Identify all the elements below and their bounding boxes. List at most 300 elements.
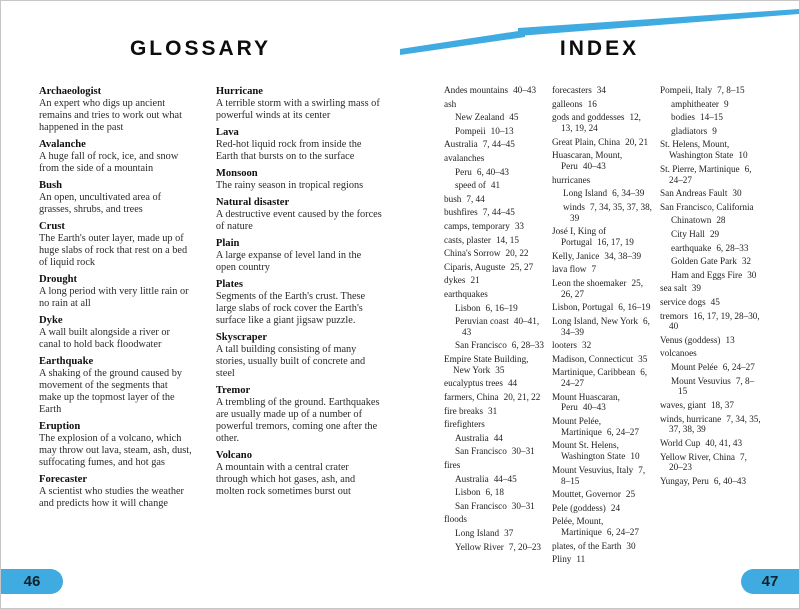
index-page-refs: 7, 20–23 xyxy=(508,541,541,552)
index-term: San Francisco xyxy=(455,340,507,351)
glossary-entry xyxy=(216,385,382,445)
index-term: gladiators xyxy=(671,125,708,136)
index-entry xyxy=(552,99,653,110)
index-page-refs: 45 xyxy=(509,112,519,123)
index-column-3 xyxy=(660,85,761,568)
index-entry xyxy=(552,251,653,262)
index-term: speed of xyxy=(455,180,486,191)
index-entry xyxy=(552,541,653,552)
index-term: tremors xyxy=(660,310,689,321)
glossary-definition: An expert who digs up ancient remains and tries to work out what happened in the past xyxy=(39,98,182,133)
index-column-2 xyxy=(552,85,653,568)
index-page-refs: 7, 20–23 xyxy=(669,451,747,473)
index-term: Martinique, Caribbean xyxy=(552,367,636,378)
glossary-term: Plates xyxy=(215,279,243,290)
index-page-refs: 40–43 xyxy=(582,402,606,413)
index-term: eucalyptus trees xyxy=(444,378,503,389)
glossary-definition: A mountain with a central crater through which hot gases, ash, and molten rock sometimes burst out xyxy=(215,462,356,497)
glossary-entry xyxy=(216,279,382,327)
index-page-refs: 6, 16–19 xyxy=(485,302,518,313)
index-term: San Andreas Fault xyxy=(660,188,728,199)
index-entry xyxy=(552,416,653,438)
index-entry xyxy=(552,354,653,365)
index-term: service dogs xyxy=(660,296,706,307)
index-term: winds xyxy=(563,201,585,212)
index-term: Australia xyxy=(455,473,489,484)
index-term: Mount St. Helens, Washington State xyxy=(552,440,626,462)
glossary-entry xyxy=(39,180,192,216)
index-entry xyxy=(444,262,545,273)
index-entry xyxy=(660,188,761,199)
glossary-definition: Segments of the Earth's crust. These large slabs of rock cover the Earth's surface like a giant jigsaw puzzle. xyxy=(215,291,366,326)
index-entry xyxy=(444,275,545,286)
index-term: Pele (goddess) xyxy=(552,502,606,513)
index-term: Yellow River xyxy=(455,541,504,552)
index-term: floods xyxy=(444,514,467,525)
index-page-refs: 6, 28–33 xyxy=(716,242,749,253)
glossary-entry xyxy=(39,221,192,269)
index-page-refs: 6, 40–43 xyxy=(476,166,509,177)
index-subentry xyxy=(671,99,761,110)
glossary-definition: A shaking of the ground caused by movement of the segments that make up the topmost layer of the Earth xyxy=(39,368,182,415)
index-entry xyxy=(660,452,761,474)
index-page-refs: 31 xyxy=(488,405,498,416)
index-term: Lisbon, Portugal xyxy=(552,302,614,313)
index-page-refs: 25, 27 xyxy=(510,261,534,272)
index-term: Australia xyxy=(444,139,478,150)
index-entry xyxy=(552,440,653,462)
index-entry xyxy=(552,85,653,96)
index-page-refs: 30–31 xyxy=(511,500,535,511)
index-page-refs: 16, 17, 19, 28–30, 40 xyxy=(669,310,760,332)
index-page-refs: 9 xyxy=(723,98,729,109)
glossary-entry xyxy=(39,421,192,469)
index-term: plates, of the Earth xyxy=(552,540,622,551)
index-entry xyxy=(444,99,545,110)
index-entry xyxy=(660,438,761,449)
index-page-refs: 25 xyxy=(625,489,636,500)
index-entry xyxy=(660,348,761,359)
index-page-refs: 7, 34, 35, 37, 38, 39 xyxy=(570,201,652,223)
index-column-1 xyxy=(444,85,545,568)
index-term: farmers, China xyxy=(444,392,499,403)
index-page-refs: 40–43 xyxy=(513,85,537,95)
index-entry xyxy=(552,264,653,275)
index-subentry xyxy=(455,167,545,178)
index-page-refs: 6, 24–27 xyxy=(669,163,752,185)
index-page-refs: 10–13 xyxy=(490,125,514,136)
index-term: Mount Pelée, Martinique xyxy=(552,416,602,437)
index-term: sea salt xyxy=(660,283,687,294)
index-entry xyxy=(552,503,653,514)
index-subentry xyxy=(455,528,545,539)
index-page-refs: 45 xyxy=(710,296,720,307)
glossary-term: Avalanche xyxy=(39,139,86,150)
index-entry xyxy=(444,153,545,164)
glossary-page xyxy=(1,1,400,608)
glossary-definition: A huge fall of rock, ice, and snow from the side of a mountain xyxy=(39,151,179,174)
index-term: Mount Vesuvius xyxy=(671,375,731,386)
index-term: Pompeii, Italy xyxy=(660,85,713,95)
glossary-entry xyxy=(216,332,382,380)
index-subentry xyxy=(671,376,761,398)
index-term: Lisbon xyxy=(455,487,481,498)
index-page-refs: 20, 21, 22 xyxy=(503,392,541,403)
index-entry xyxy=(444,460,545,471)
index-page-refs: 37 xyxy=(504,528,514,538)
glossary-entry xyxy=(216,450,382,498)
index-subentry xyxy=(455,180,545,191)
index-term: amphitheater xyxy=(671,98,719,109)
index-page-refs: 16, 17, 19 xyxy=(597,236,634,247)
index-subentry xyxy=(455,474,545,485)
glossary-entry xyxy=(39,86,192,134)
glossary-definition: A long period with very little rain or no rain at all xyxy=(39,286,189,309)
index-term: Lisbon xyxy=(455,302,481,313)
glossary-definition: A wall built alongside a river or canal to hold back floodwater xyxy=(39,327,170,350)
index-entry xyxy=(444,248,545,259)
index-page-refs: 28 xyxy=(716,215,726,226)
index-entry xyxy=(444,194,545,205)
index-page-refs: 34 xyxy=(596,85,606,95)
index-entry xyxy=(660,400,761,411)
index-page-refs: 16 xyxy=(587,98,597,109)
index-page-refs: 6, 24–27 xyxy=(561,367,648,389)
index-page-refs: 35 xyxy=(638,353,648,364)
index-term: Mount Vesuvius, Italy xyxy=(552,464,634,475)
index-term: Peru xyxy=(455,166,472,177)
index-page-refs: 44–45 xyxy=(493,473,517,484)
index-page-refs: 6, 34–39 xyxy=(612,188,645,199)
index-entry xyxy=(660,311,761,333)
index-term: Mount Huascaran, Peru xyxy=(552,391,620,413)
index-page-refs: 6, 40–43 xyxy=(713,476,747,487)
index-subentry xyxy=(563,188,653,199)
index-page-refs: 6, 24–27 xyxy=(722,362,755,373)
glossary-entry xyxy=(216,238,382,274)
index-page-refs: 39 xyxy=(691,283,701,294)
index-page-refs: 7, 44–45 xyxy=(482,207,515,218)
index-term: winds, hurricane xyxy=(660,413,722,424)
glossary-term: Forecaster xyxy=(39,474,88,485)
glossary-term: Dyke xyxy=(39,315,63,326)
index-term: Australia xyxy=(455,432,489,443)
index-subentry xyxy=(455,501,545,512)
index-page-refs: 6, 16–19 xyxy=(618,302,651,313)
swoosh-segment-right xyxy=(518,9,799,36)
glossary-term: Tremor xyxy=(215,385,251,396)
glossary-column-1 xyxy=(39,86,192,515)
index-entry xyxy=(444,85,545,96)
index-term: Pliny xyxy=(552,554,572,565)
index-page-refs: 12, 13, 19, 24 xyxy=(561,112,641,133)
index-subentry xyxy=(671,256,761,267)
index-page-refs: 6, 24–27 xyxy=(606,527,639,538)
index-page-refs: 33 xyxy=(514,220,525,231)
index-term: fires xyxy=(444,460,461,471)
index-page-refs: 7, 8–15 xyxy=(561,464,646,486)
index-entry xyxy=(552,367,653,389)
glossary-entry xyxy=(39,356,192,416)
index-term: Kelly, Janice xyxy=(552,250,600,261)
glossary-definition: The explosion of a volcano, which may throw out lava, steam, ash, dust, suffocating fumes, and hot gas xyxy=(39,433,192,468)
index-subentry xyxy=(671,126,761,137)
index-term: casts, plaster xyxy=(444,234,491,245)
index-page-refs: 29 xyxy=(709,228,720,239)
index-page-refs: 32 xyxy=(582,340,592,351)
page-number: 47 xyxy=(761,573,779,590)
index-term: San Francisco, California xyxy=(660,201,754,212)
index-entry xyxy=(660,164,761,186)
index-subentry xyxy=(671,215,761,226)
index-term: Ham and Eggs Fire xyxy=(671,269,743,280)
index-page-refs: 30–31 xyxy=(511,446,535,457)
index-term: Long Island xyxy=(455,528,500,538)
index-entry xyxy=(444,378,545,389)
index-page-refs: 9 xyxy=(712,125,717,136)
index-entry xyxy=(660,283,761,294)
index-term: lava flow xyxy=(552,264,587,275)
index-term: Yungay, Peru xyxy=(660,476,709,487)
index-page-refs: 44 xyxy=(493,432,503,443)
index-page-refs: 14–15 xyxy=(700,112,723,123)
index-subentry xyxy=(563,202,653,224)
index-page-refs: 14, 15 xyxy=(495,234,519,245)
index-term: earthquake xyxy=(671,242,712,253)
index-entry xyxy=(552,392,653,414)
glossary-definition: Red-hot liquid rock from inside the Earth that bursts on to the surface xyxy=(215,139,362,162)
index-page-refs: 32 xyxy=(741,256,752,267)
index-page-refs: 41 xyxy=(490,180,501,191)
index-term: bodies xyxy=(671,112,695,123)
glossary-definition: An open, uncultivated area of grasses, shrubs, and trees xyxy=(39,192,162,215)
index-term: bushfires xyxy=(444,207,478,218)
page-number: 46 xyxy=(23,573,41,590)
index-page-refs: 6, 24–27 xyxy=(606,426,639,437)
index-subentry xyxy=(455,542,545,553)
glossary-definition: A trembling of the ground. Earthquakes are usually made up of a number of powerful tremors, coming one after the other. xyxy=(215,397,380,444)
glossary-columns xyxy=(39,86,382,515)
index-term: San Francisco xyxy=(455,446,507,457)
index-term: Mouttet, Governor xyxy=(552,489,621,500)
index-term: Great Plain, China xyxy=(552,136,621,147)
index-term: Venus (goddess) xyxy=(660,334,721,345)
glossary-term: Monsoon xyxy=(215,168,258,179)
index-entry xyxy=(660,202,761,213)
index-entry xyxy=(552,175,653,186)
index-subentry xyxy=(671,112,761,123)
index-term: New Zealand xyxy=(455,112,505,123)
index-term: Mount Pelée xyxy=(671,362,718,373)
index-term: gods and goddesses xyxy=(552,112,625,123)
index-entry xyxy=(552,150,653,172)
index-entry xyxy=(444,139,545,150)
index-subentry xyxy=(455,316,545,338)
index-term: earthquakes xyxy=(444,288,488,299)
index-term: galleons xyxy=(552,98,583,109)
glossary-entry xyxy=(39,474,192,510)
index-entry xyxy=(552,465,653,487)
index-page-refs: 10 xyxy=(630,451,640,462)
glossary-term: Drought xyxy=(39,274,78,285)
index-page-refs: 7, 8–15 xyxy=(678,375,755,397)
index-term: China's Sorrow xyxy=(444,248,501,259)
index-entry xyxy=(552,278,653,300)
index-subentry xyxy=(455,126,545,137)
index-page-refs: 34, 38–39 xyxy=(604,250,642,261)
glossary-entry xyxy=(216,86,382,122)
glossary-term: Hurricane xyxy=(215,86,263,97)
index-page-refs: 7, 8–15 xyxy=(717,85,745,95)
index-entry xyxy=(660,85,761,96)
index-subentry xyxy=(455,433,545,444)
glossary-entry xyxy=(39,315,192,351)
index-term: forecasters xyxy=(552,85,592,95)
index-entry xyxy=(552,316,653,338)
glossary-definition: A terrible storm with a swirling mass of powerful winds at its center xyxy=(215,98,380,121)
index-entry xyxy=(552,226,653,248)
glossary-definition: A destructive event caused by the forces of nature xyxy=(215,209,382,232)
index-term: hurricanes xyxy=(552,174,591,185)
index-entry xyxy=(444,235,545,246)
index-term: avalanches xyxy=(444,152,485,163)
index-page-refs: 20, 22 xyxy=(505,248,529,259)
index-term: City Hall xyxy=(671,228,705,239)
index-term: Empire State Building, New York xyxy=(444,354,529,375)
index-page xyxy=(400,1,799,608)
index-entry xyxy=(552,489,653,500)
index-entry xyxy=(444,354,545,376)
index-title: INDEX xyxy=(559,37,640,60)
glossary-definition: A tall building consisting of many stories, usually built of concrete and steel xyxy=(215,344,366,379)
index-subentry xyxy=(455,112,545,123)
index-page-refs: 7, 44–45 xyxy=(482,139,515,150)
index-term: World Cup xyxy=(660,438,701,449)
index-page-refs: 6, 34–39 xyxy=(561,315,650,337)
index-subentry xyxy=(455,487,545,498)
index-term: Long Island xyxy=(563,188,608,199)
index-entry xyxy=(444,207,545,218)
index-term: waves, giant xyxy=(660,400,706,411)
glossary-definition: The rainy season in tropical regions xyxy=(215,180,364,191)
index-term: ash xyxy=(444,98,457,109)
index-term: Peruvian coast xyxy=(455,316,509,327)
index-entry xyxy=(660,414,761,436)
index-term: Leon the shoemaker xyxy=(552,277,627,288)
index-term: bush xyxy=(444,193,462,204)
glossary-entry xyxy=(216,197,382,233)
index-entry xyxy=(444,419,545,430)
index-term: Ciparis, Auguste xyxy=(444,261,506,272)
index-term: St. Helens, Mount, Washington State xyxy=(660,139,734,161)
index-term: Golden Gate Park xyxy=(671,256,737,267)
index-entry xyxy=(552,340,653,351)
index-page-refs: 40–43 xyxy=(582,160,606,171)
index-entry xyxy=(552,554,653,565)
page-number-badge-right xyxy=(741,569,799,594)
index-term: dykes xyxy=(444,275,466,286)
index-page-refs: 13 xyxy=(725,334,735,345)
glossary-definition: A large expanse of level land in the open country xyxy=(215,250,362,273)
index-page-refs: 30 xyxy=(747,269,757,280)
index-subentry xyxy=(455,303,545,314)
index-term: volcanoes xyxy=(660,348,697,359)
index-subentry xyxy=(455,340,545,351)
index-page-refs: 24 xyxy=(610,502,621,513)
glossary-term: Crust xyxy=(39,221,65,232)
glossary-term: Natural disaster xyxy=(215,197,290,208)
glossary-definition: The Earth's outer layer, made up of huge slabs of rock that rest on a bed of liquid rock xyxy=(39,233,188,268)
index-term: fire breaks xyxy=(444,405,484,416)
glossary-term: Earthquake xyxy=(39,356,94,367)
index-term: Andes mountains xyxy=(444,85,509,95)
index-page-refs: 25, 26, 27 xyxy=(561,277,643,299)
index-entry xyxy=(660,139,761,161)
index-entry xyxy=(444,392,545,403)
glossary-term: Lava xyxy=(215,127,239,138)
index-subentry xyxy=(671,229,761,240)
index-term: Long Island, New York xyxy=(552,315,639,326)
index-term: looters xyxy=(552,340,578,351)
index-page-refs: 6, 28–33 xyxy=(511,340,544,351)
glossary-column-2 xyxy=(216,86,382,515)
glossary-entry xyxy=(39,139,192,175)
index-term: Madison, Connecticut xyxy=(552,353,634,364)
index-page-refs: 30 xyxy=(732,188,742,199)
index-page-refs: 11 xyxy=(576,554,586,565)
index-subentry xyxy=(671,362,761,373)
index-entry xyxy=(444,406,545,417)
index-term: Yellow River, China xyxy=(660,451,736,462)
index-columns xyxy=(444,85,761,568)
index-page-refs: 21 xyxy=(470,275,480,286)
index-page-refs: 44 xyxy=(507,378,518,389)
index-term: firefighters xyxy=(444,419,485,430)
index-page-refs: 6, 18 xyxy=(485,487,504,498)
index-term: José I, King of Portugal xyxy=(552,226,607,247)
index-page-refs: 40–41, 43 xyxy=(462,316,540,337)
index-entry xyxy=(552,516,653,538)
index-entry xyxy=(444,514,545,525)
index-page-refs: 40, 41, 43 xyxy=(705,438,743,449)
index-term: Chinatown xyxy=(671,215,712,226)
index-entry xyxy=(660,335,761,346)
glossary-definition: A scientist who studies the weather and predicts how it will change xyxy=(39,486,184,509)
index-subentry xyxy=(671,243,761,254)
index-entry xyxy=(660,476,761,487)
index-page-refs: 7, 34, 35, 37, 38, 39 xyxy=(669,413,761,435)
index-entry xyxy=(444,289,545,300)
glossary-term: Volcano xyxy=(215,450,252,461)
glossary-term: Eruption xyxy=(39,421,81,432)
glossary-term: Archaeologist xyxy=(39,86,102,97)
index-term: Pelée, Mount, Martinique xyxy=(552,516,604,538)
index-entry xyxy=(660,297,761,308)
glossary-entry xyxy=(216,168,382,192)
glossary-entry xyxy=(39,274,192,310)
glossary-title: GLOSSARY xyxy=(129,37,272,60)
glossary-term: Bush xyxy=(39,180,62,191)
index-term: Pompeii xyxy=(455,125,486,136)
glossary-term: Skyscraper xyxy=(215,332,268,343)
index-entry xyxy=(552,112,653,134)
index-entry xyxy=(444,221,545,232)
glossary-entry xyxy=(216,127,382,163)
index-subentry xyxy=(455,446,545,457)
index-entry xyxy=(552,137,653,148)
index-term: St. Pierre, Martinique xyxy=(660,163,740,174)
index-entry xyxy=(552,302,653,313)
